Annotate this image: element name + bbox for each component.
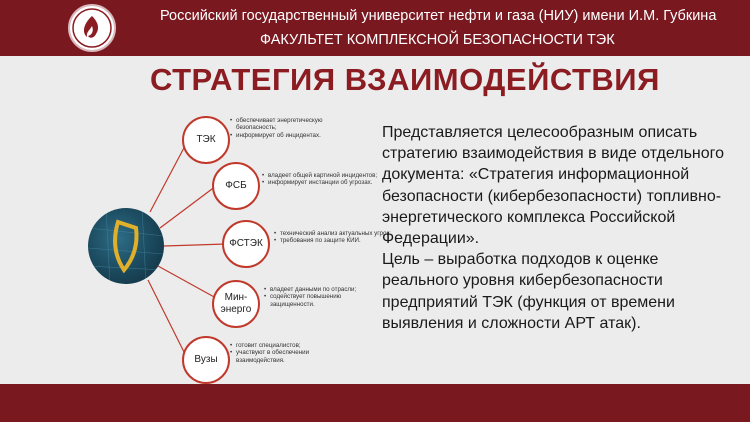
university-logo xyxy=(68,4,116,52)
note-vuzy-item: • готовит специалистов; xyxy=(230,342,350,349)
interaction-diagram xyxy=(0,100,391,385)
node-tek: ТЭК xyxy=(182,116,230,164)
node-vuzy: Вузы xyxy=(182,336,230,384)
flame-emblem-icon xyxy=(70,6,114,50)
note-minenergo xyxy=(264,286,384,308)
header-bar xyxy=(0,0,750,56)
node-fsb: ФСБ xyxy=(212,162,260,210)
faculty-name: ФАКУЛЬТЕТ КОМПЛЕКСНОЙ БЕЗОПАСНОСТИ ТЭК xyxy=(260,32,615,48)
slide-body-text xyxy=(382,122,737,334)
note-fstek xyxy=(274,230,394,245)
note-minenergo-item: • владеет данными по отрасли; xyxy=(264,286,384,293)
note-fstek-item: • требования по защите КИИ. xyxy=(274,237,394,244)
note-tek-item: • информирует об инцидентах. xyxy=(230,132,350,139)
note-fsb-item: • владеет общей картиной инцидентов; xyxy=(262,172,382,179)
note-fsb-item: • информирует инстанции об угрозах. xyxy=(262,179,382,186)
footer-bar xyxy=(0,384,750,422)
note-tek xyxy=(230,117,350,139)
shield-icon xyxy=(88,208,164,284)
note-vuzy xyxy=(230,342,350,364)
slide-title: СТРАТЕГИЯ ВЗАИМОДЕЙСТВИЯ xyxy=(150,62,660,97)
note-tek-item: • обеспечивает энергетическую безопасность; xyxy=(230,117,350,132)
note-vuzy-item: • участвуют в обеспечении взаимодействия. xyxy=(230,349,350,364)
note-minenergo-item: • содействует повышению защищенности. xyxy=(264,293,384,308)
node-fstek: ФСТЭК xyxy=(222,220,270,268)
body-paragraph: Представляется целесообразным описать стратегию взаимодействия в виде отдельного документа: «Стратегия информационной безопасности (кибербезопасности) топливно-энергетического комплекса Российской Федерации». xyxy=(382,124,725,248)
cyber-shield-emblem xyxy=(88,208,164,284)
note-fsb xyxy=(262,172,382,187)
body-paragraph: Цель – выработка подходов к оценке реального уровня кибербезопасности предприятий ТЭК (функция от времени выявления и сложности АРТ атак). xyxy=(382,251,675,332)
university-name: Российский государственный университет нефти и газа (НИУ) имени И.М. Губкина xyxy=(160,8,717,24)
note-fstek-item: • технический анализ актуальных угроз; xyxy=(274,230,394,237)
node-minenergo: Мин- энерго xyxy=(212,280,260,328)
